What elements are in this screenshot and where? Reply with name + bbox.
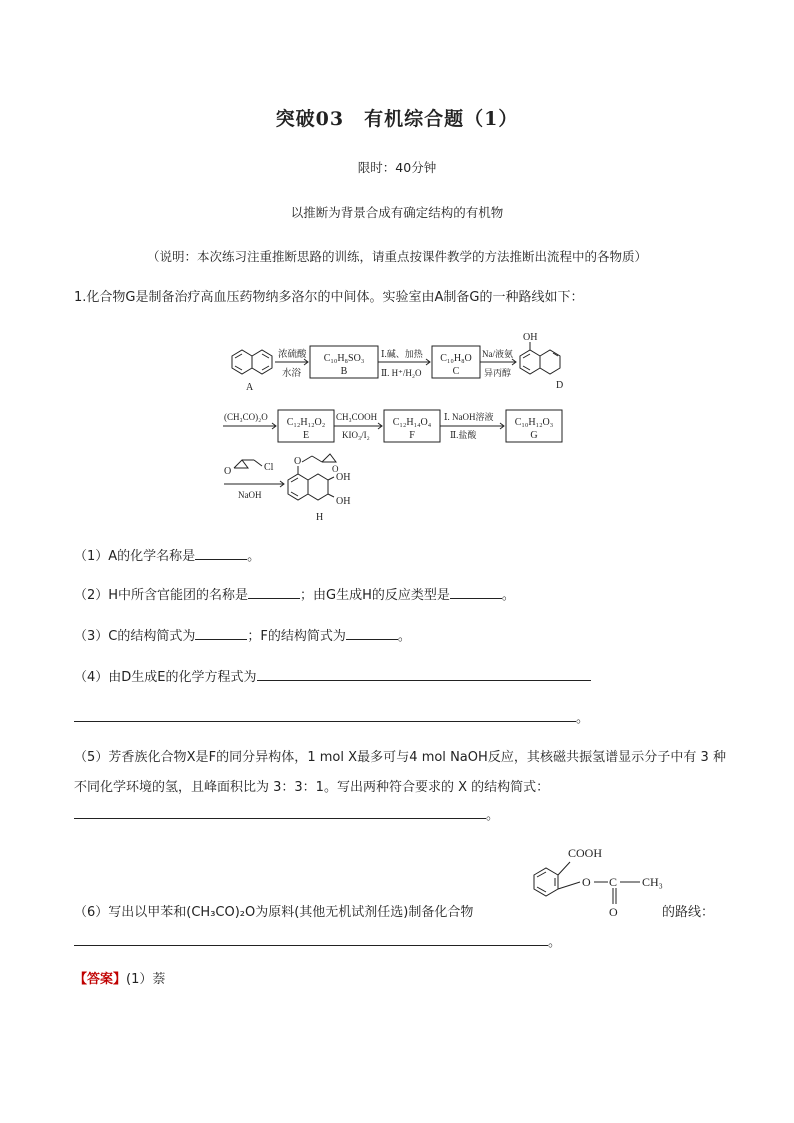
d-oh: OH [523, 332, 538, 343]
struct-o-bottom: O [609, 905, 618, 919]
naphthalene-ring-right [252, 350, 272, 374]
question-2: （2）H中所含官能团的名称是 ；由G生成H的反应类型是 。 [74, 584, 515, 607]
label-h: H [316, 512, 324, 523]
question-6-answer-line: 。 [74, 931, 561, 954]
answer-blank-3b[interactable] [346, 625, 398, 640]
box-g-label: G [530, 430, 538, 441]
question-4-continued: 。 [74, 707, 589, 730]
answer-blank-2b[interactable] [450, 584, 502, 599]
struct-ch3: CH₃ [642, 875, 663, 889]
question-5-answer-line: 。 [74, 804, 499, 827]
step3-top: Na/液氨 [482, 349, 513, 359]
box-c-label: C [452, 366, 460, 377]
question-5: （5）芳香族化合物X是F的同分异构体，1 mol X最多可与4 mol NaOH反应，其核磁共振氢谱显示分子中有 3 种不同化学环境的氢，且峰面积比为 3：3：1。写出两种符合要求的 X 的结构简式： [74, 750, 726, 795]
step6-bottom: Ⅱ.盐酸 [450, 430, 477, 440]
step1-bottom: 水浴 [282, 369, 302, 379]
answer-blank-4b[interactable] [74, 707, 576, 722]
box-b-formula: C₁₀H₈SO₃ [323, 353, 365, 364]
question-6-tail: 的路线： [662, 905, 715, 920]
reagent-cl: Cl [264, 462, 274, 473]
answer-blank-6[interactable] [74, 931, 548, 946]
reaction-scheme [220, 330, 580, 528]
h-aromatic-ring [288, 474, 308, 500]
question-6: （6）写出以甲苯和(CH₃CO)₂O为原料(其他无机试剂任选)制备化合物 [74, 905, 474, 920]
answer-text: (1）萘 [126, 972, 166, 987]
reagent-o: O [224, 466, 232, 477]
box-e-formula: C₁₂H₁₂O₂ [286, 417, 326, 428]
box-f-formula: C₁₂H₁₄O₄ [392, 417, 432, 428]
d-dihydro-ring [540, 350, 560, 374]
struct-c: C [609, 875, 618, 889]
time-limit: 限时：40分钟 [357, 160, 437, 175]
naphthalene-ring-left [232, 350, 252, 374]
step1-top: 浓硫酸 [278, 350, 307, 360]
box-f-label: F [409, 430, 415, 441]
box-b-label: B [340, 366, 348, 377]
answer-blank-2a[interactable] [248, 584, 300, 599]
step2-top: Ⅰ.碱、加热 [381, 349, 423, 359]
epoxide-reagent [234, 460, 248, 468]
answer-blank-3a[interactable] [195, 625, 247, 640]
step6-top: Ⅰ. NaOH溶液 [444, 412, 494, 422]
h-oh1: OH [336, 472, 351, 483]
box-g-formula: C₁₀H₁₂O₃ [514, 417, 554, 428]
step4-top: (CH₃CO)₂O [224, 412, 268, 422]
step5-bottom: KIO₃/I₂ [342, 430, 370, 440]
question-4: （4）由D生成E的化学方程式为 [74, 666, 591, 689]
label-d: D [556, 380, 564, 391]
answer-blank-1[interactable] [195, 545, 247, 560]
question-3: （3）C的结构简式为 ；F的结构简式为 。 [74, 625, 411, 648]
struct-cooh: COOH [568, 846, 603, 860]
answer-blank-4a[interactable] [257, 666, 591, 681]
reagent-bottom: NaOH [238, 490, 262, 500]
step2-bottom: Ⅱ. H⁺/H₂O [381, 368, 422, 378]
step5-top: CH₃COOH [336, 412, 378, 422]
h-o-epoxide: O [332, 464, 339, 474]
box-e-label: E [302, 430, 310, 441]
section-heading: 以推断为背景合成有确定结构的有机物 [290, 205, 504, 220]
struct-o: O [582, 875, 591, 889]
answer-blank-5[interactable] [74, 804, 486, 819]
h-saturated-ring [308, 474, 328, 500]
step3-bottom: 异丙醇 [484, 368, 512, 378]
d-aromatic-ring [520, 350, 540, 374]
question-intro: 1.化合物G是制备治疗高血压药物纳多洛尔的中间体。实验室由A制备G的一种路线如下： [74, 290, 584, 305]
answer-line [74, 969, 165, 991]
page-title: 突破03 有机综合题（1） [275, 108, 519, 130]
question-1: （1）A的化学名称是 。 [74, 545, 260, 568]
label-a: A [246, 382, 254, 393]
answer-tag: 【答案】 [74, 972, 127, 987]
box-c-formula: C₁₀H₈O [440, 353, 472, 364]
instruction-note: （说明：本次练习注重推断思路的训练，请重点按课件教学的方法推断出流程中的各物质） [146, 249, 647, 264]
h-o-top: O [294, 456, 302, 467]
h-oh2: OH [336, 496, 351, 507]
